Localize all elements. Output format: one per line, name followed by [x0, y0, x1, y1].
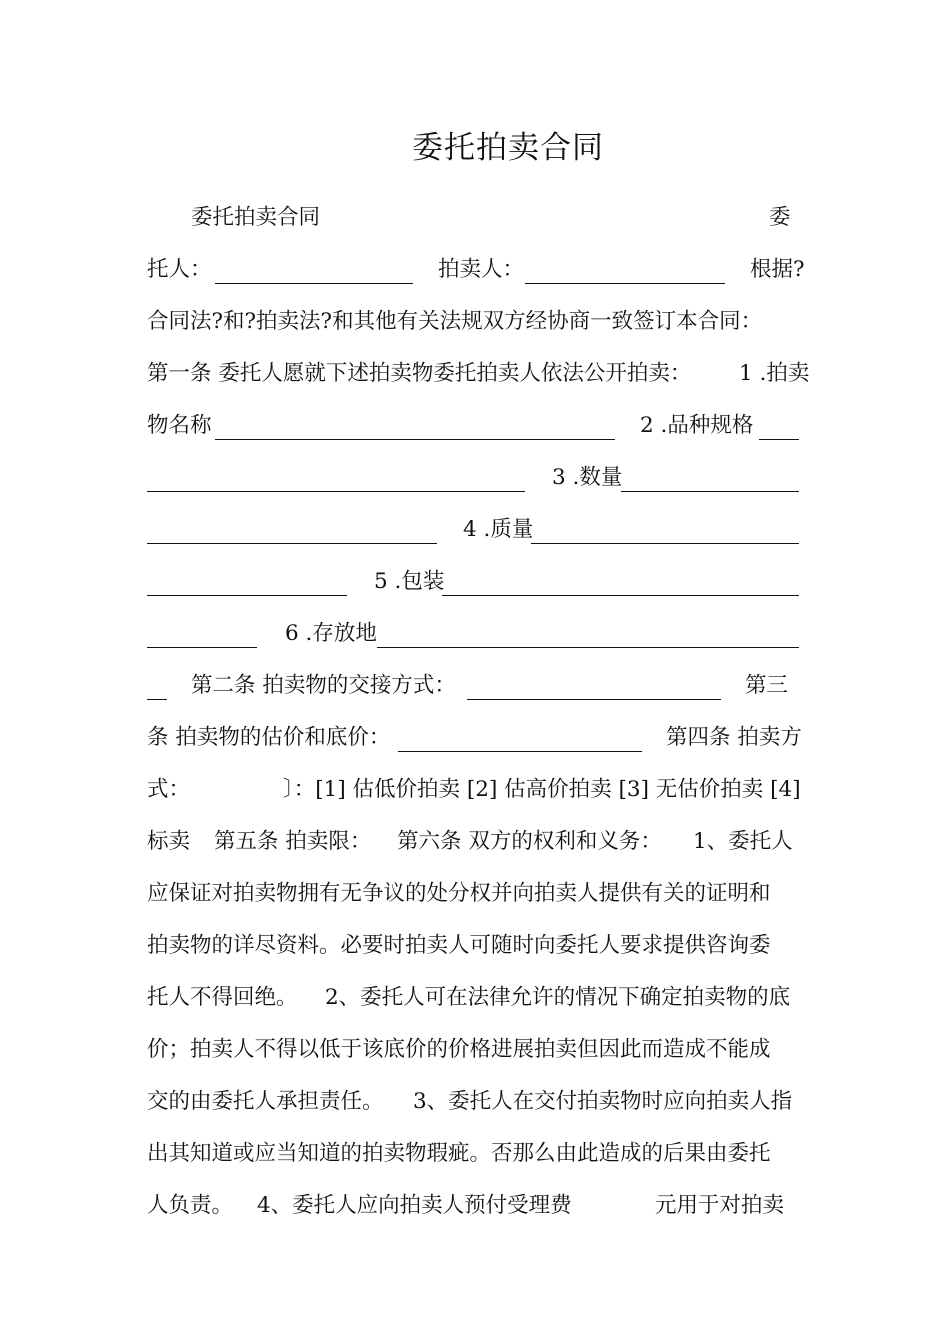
- text-line: [147, 1136, 807, 1172]
- fill-in-blank: [147, 647, 257, 648]
- text-segment: 1、委托人: [693, 829, 793, 854]
- text-line: [147, 824, 807, 860]
- text-line: [147, 252, 807, 288]
- text-line: [147, 356, 810, 392]
- text-segment: 拍卖物的详尽资料。必要时拍卖人可随时向委托人要求提供咨询委: [147, 933, 771, 958]
- text-line: [147, 200, 807, 236]
- text-segment: 第二条 拍卖物的交接方式：: [191, 673, 456, 698]
- text-segment: 物名称: [147, 413, 212, 438]
- fill-in-blank: [147, 699, 167, 700]
- fill-in-blank: [467, 699, 721, 700]
- fill-in-blank: [147, 491, 525, 492]
- text-segment: 第六条 双方的权利和义务：: [397, 829, 662, 854]
- fill-in-blank: [215, 439, 615, 440]
- text-line: [147, 668, 807, 704]
- text-segment: 委: [769, 205, 791, 230]
- text-line: [147, 1032, 807, 1068]
- fill-in-blank: [531, 543, 799, 544]
- text-segment: 3 .数量: [552, 465, 623, 490]
- text-segment: 4 .质量: [463, 517, 534, 542]
- text-line: [147, 564, 807, 600]
- text-line: [147, 772, 807, 808]
- text-line: [147, 1084, 807, 1120]
- text-segment: 元用于对拍卖: [655, 1193, 785, 1218]
- text-segment: 应保证对拍卖物拥有无争议的处分权并向拍卖人提供有关的证明和: [147, 881, 771, 906]
- text-segment: 合同法?和?拍卖法?和其他有关法规双方经协商一致签订本合同：: [147, 309, 763, 334]
- fill-in-blank: [621, 491, 799, 492]
- fill-in-blank: [147, 543, 437, 544]
- text-segment: 2、委托人可在法律允许的情况下确定拍卖物的底: [325, 985, 791, 1010]
- fill-in-blank: [377, 647, 799, 648]
- text-segment: 托人：: [147, 257, 212, 282]
- text-line: [147, 928, 807, 964]
- fill-in-blank: [442, 595, 799, 596]
- text-segment: 委托拍卖合同: [191, 205, 321, 230]
- fill-in-blank: [215, 283, 413, 284]
- text-line: [147, 408, 807, 444]
- text-segment: 托人不得回绝。: [147, 985, 298, 1010]
- text-segment: 价；拍卖人不得以低于该底价的价格进展拍卖但因此而造成不能成: [147, 1037, 771, 1062]
- text-segment: 第一条 委托人愿就下述拍卖物委托拍卖人依法公开拍卖：: [147, 361, 692, 386]
- text-line: [147, 720, 807, 756]
- text-line: [147, 304, 807, 340]
- text-line: [147, 512, 807, 548]
- text-segment: 根据?: [750, 257, 805, 282]
- fill-in-blank: [398, 751, 642, 752]
- text-segment: 1 .拍卖: [739, 361, 810, 386]
- text-line: [147, 1188, 807, 1224]
- text-segment: 条 拍卖物的估价和底价：: [147, 725, 391, 750]
- text-line: [147, 876, 807, 912]
- text-line: [147, 980, 807, 1016]
- text-segment: 交的由委托人承担责任。: [147, 1089, 384, 1114]
- text-line: [147, 616, 807, 652]
- text-segment: 第四条 拍卖方: [666, 725, 802, 750]
- text-segment: 3、委托人在交付拍卖物时应向拍卖人指: [413, 1089, 793, 1114]
- text-segment: 式：: [147, 777, 191, 802]
- text-segment: 4、委托人应向拍卖人预付受理费: [257, 1193, 572, 1218]
- fill-in-blank: [147, 595, 347, 596]
- document-title: 委托拍卖合同: [412, 130, 604, 166]
- text-line: [147, 460, 807, 496]
- text-segment: 5 .包装: [374, 569, 445, 594]
- fill-in-blank: [525, 283, 725, 284]
- text-segment: 人负责。: [147, 1193, 234, 1218]
- text-segment: 〕：[1] 估低价拍卖 [2] 估高价拍卖 [3] 无估价拍卖 [4]: [283, 777, 801, 802]
- text-segment: 6 .存放地: [285, 621, 377, 646]
- fill-in-blank: [759, 439, 799, 440]
- text-segment: 标卖: [147, 829, 191, 854]
- text-segment: 出其知道或应当知道的拍卖物瑕疵。否那么由此造成的后果由委托: [147, 1141, 771, 1166]
- text-segment: 拍卖人：: [438, 257, 525, 282]
- text-segment: 2 .品种规格: [640, 413, 754, 438]
- text-segment: 第三: [745, 673, 789, 698]
- text-segment: 第五条 拍卖限：: [214, 829, 372, 854]
